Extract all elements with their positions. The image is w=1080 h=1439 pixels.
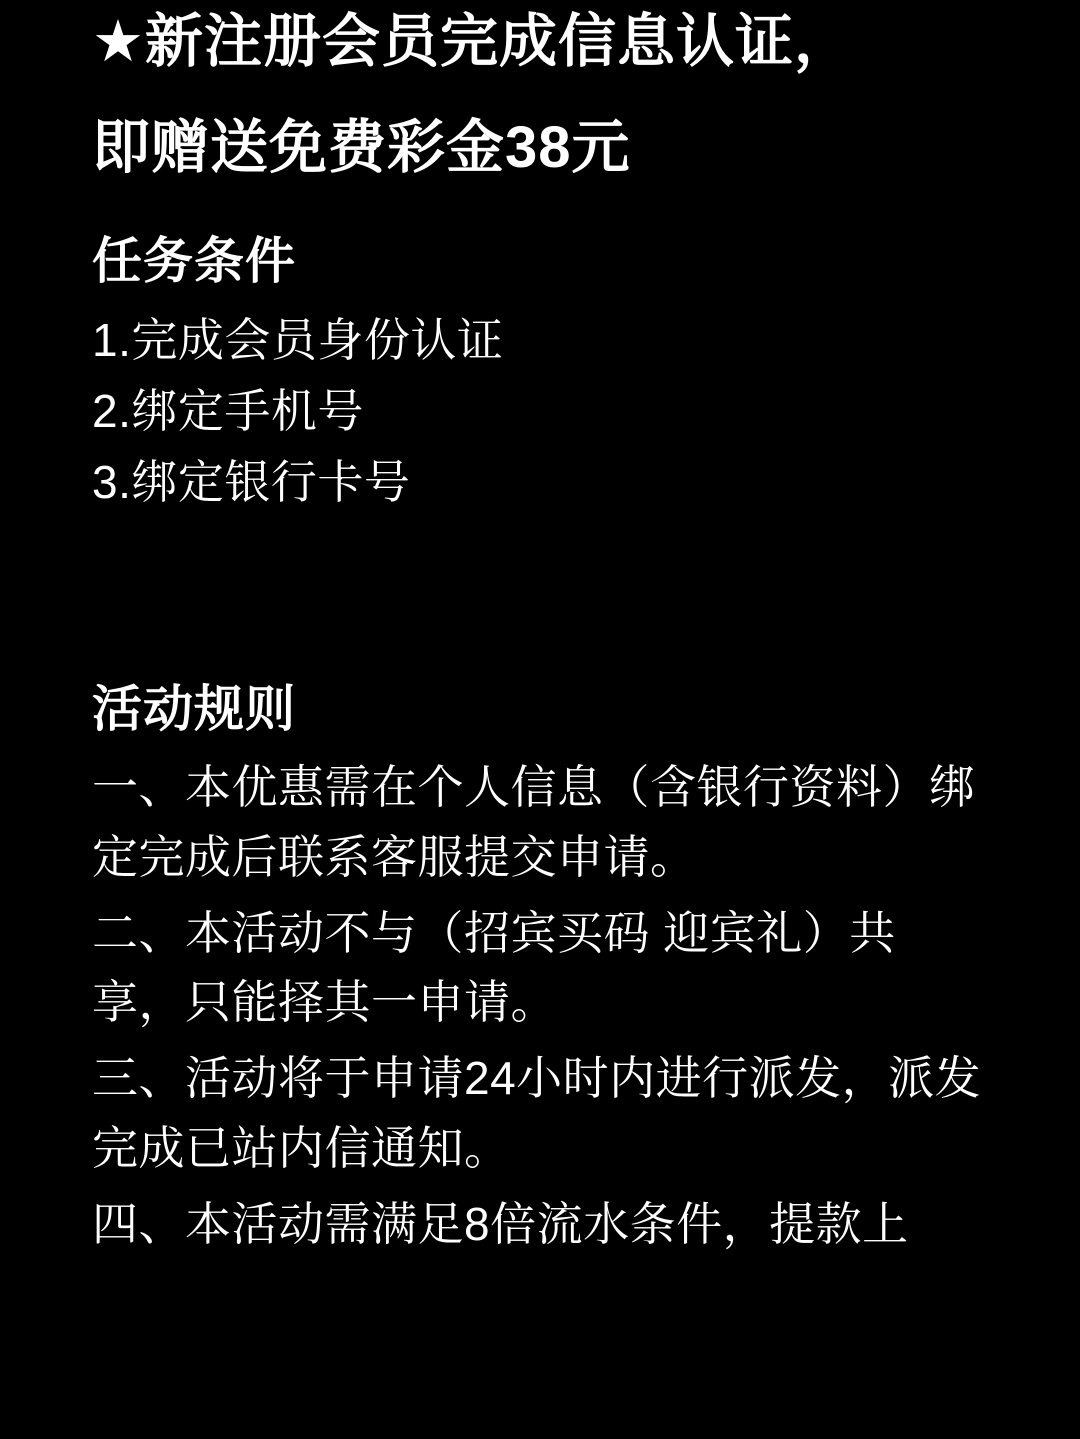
promo-headline-line2: 即赠送免费彩金38元: [92, 115, 631, 181]
promo-headline-line1: ★新注册会员完成信息认证，: [92, 9, 853, 74]
conditions-title: 任务条件: [92, 232, 296, 289]
condition-item-1: 1.完成会员身份认证: [92, 313, 504, 366]
rule-item-2: 二、本活动不与（招宾买码 迎宾礼）共享，只能择其一申请。: [92, 906, 896, 1029]
condition-item-2: 2.绑定手机号: [92, 385, 364, 438]
rules-title: 活动规则: [92, 680, 296, 737]
rule-item-4: 四、本活动需满足8倍流水条件，提款上: [92, 1198, 909, 1251]
rule-item-3: 三、活动将于申请24小时内进行派发，派发完成已站内信通知。: [92, 1052, 982, 1175]
condition-item-3: 3.绑定银行卡号: [92, 456, 411, 509]
rule-item-1: 一、本优惠需在个人信息（含银行资料）绑定完成后联系客服提交申请。: [92, 760, 976, 883]
